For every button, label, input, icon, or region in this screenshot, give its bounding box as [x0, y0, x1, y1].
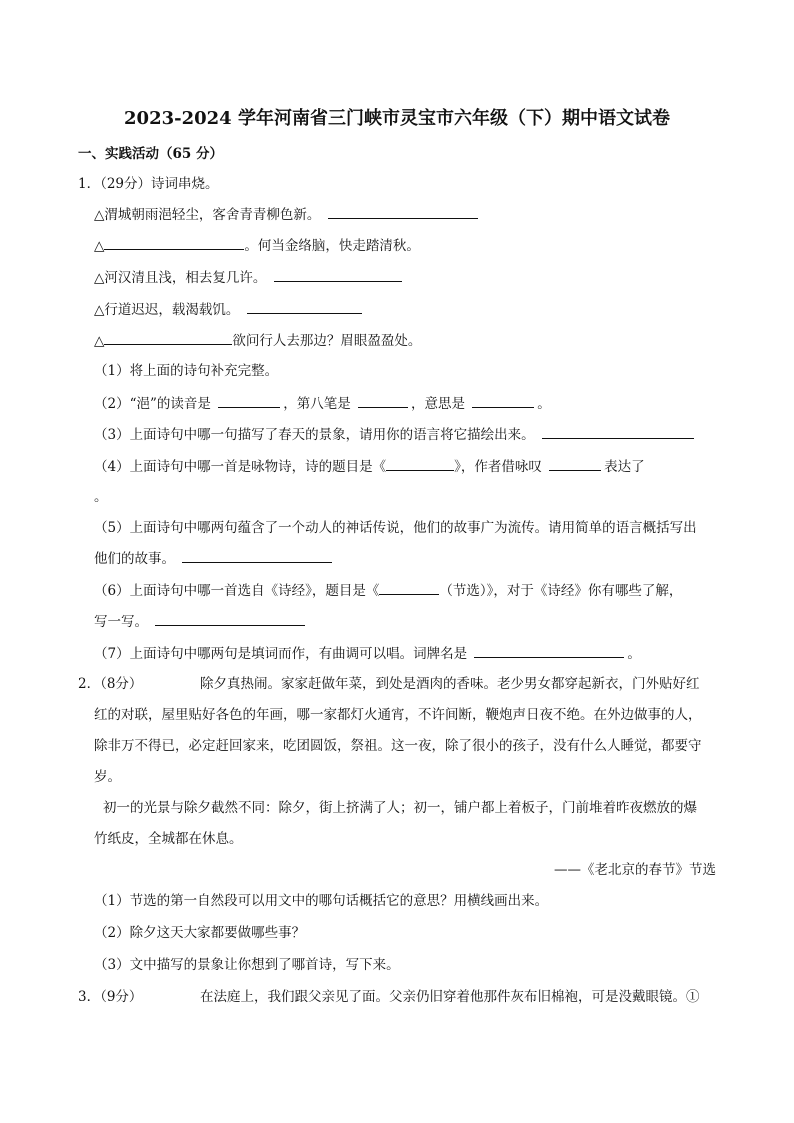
q1-sub-5: （5）上面诗句中哪两句蕴含了一个动人的神话传说，他们的故事广为流传。请用简单的语言概括写出: [94, 520, 697, 536]
section-heading: 一、实践活动（65 分）: [78, 146, 223, 162]
poem-line-1: [94, 204, 481, 225]
q1-sub-7: [94, 643, 641, 664]
q1-sub-1: （1）将上面的诗句补充完整。: [94, 363, 279, 379]
answer-blank[interactable]: [328, 204, 478, 219]
poem-text: △: [94, 333, 105, 349]
q2-passage-line: 岁。: [94, 769, 121, 785]
poem-text: △河汉清且浅，相去复几许。: [94, 270, 267, 286]
question-text: ，第八笔是: [283, 396, 351, 412]
answer-blank[interactable]: [549, 456, 601, 471]
poem-line-5: [94, 330, 421, 351]
poem-text: △渭城朝雨浥轻尘，客舍青青柳色新。: [94, 207, 321, 223]
q1-heading: 1．（29分）诗词串烧。: [78, 176, 219, 192]
q2-passage-line: 红的对联，屋里贴好各色的年画，哪一家都灯火通宵，不许间断，鞭炮声日夜不绝。在外边做事的人，: [94, 707, 702, 723]
poem-line-3: [94, 267, 405, 288]
question-text: 他们的故事。: [94, 551, 175, 567]
question-text: （3）上面诗句中哪一句描写了春天的景象，请用你的语言将它描绘出来。: [94, 427, 535, 443]
answer-blank[interactable]: [358, 393, 408, 408]
q2-passage-line: 除非万不得已，必定赶回家来，吃团圆饭，祭祖。这一夜，除了很小的孩子，没有什么人睡觉，都要守: [94, 738, 702, 754]
q1-sub-4-cont: 。: [94, 489, 108, 505]
q1-sub-3: [94, 424, 697, 445]
q2-heading: 2．（8分）: [78, 676, 143, 692]
answer-blank[interactable]: [472, 393, 534, 408]
q2-passage-line: 竹纸皮，全城都在休息。: [94, 831, 243, 847]
q2-source: ——《老北京的春节》节选: [554, 862, 716, 878]
answer-blank[interactable]: [155, 611, 305, 626]
question-text: （2）“浥”的读音是: [94, 396, 211, 412]
answer-blank[interactable]: [247, 299, 362, 314]
question-text: 》，作者借咏叹: [454, 459, 542, 475]
page-title: 2023-2024 学年河南省三门峡市灵宝市六年级（下）期中语文试卷: [124, 108, 670, 129]
question-text: 。: [627, 646, 641, 662]
answer-blank[interactable]: [104, 235, 244, 250]
poem-text: 。何当金络脑，快走踏清秋。: [244, 238, 420, 254]
answer-blank[interactable]: [386, 456, 454, 471]
q2-sub-3: （3）文中描写的景象让你想到了哪首诗，写下来。: [94, 957, 400, 973]
q2-passage-line: 除夕真热闹。家家赶做年菜，到处是酒肉的香味。老少男女都穿起新衣，门外贴好红: [200, 676, 700, 692]
question-text: （6）上面诗句中哪一首选自《诗经》，题目是《: [94, 583, 380, 599]
q2-sub-1: （1）节选的第一自然段可以用文中的哪句话概括它的意思？用横线画出来。: [94, 893, 549, 909]
q1-sub-4: [94, 456, 645, 477]
poem-line-2: [94, 235, 420, 256]
question-text: （节选）》，对于《诗经》你有哪些了解，: [439, 583, 683, 599]
poem-text: △: [94, 238, 105, 254]
answer-blank[interactable]: [218, 393, 280, 408]
question-text: ，意思是: [411, 396, 465, 412]
q1-sub-5-cont: [94, 548, 335, 569]
question-text: （7）上面诗句中哪两句是填词而作，有曲调可以唱。词牌名是: [94, 646, 468, 662]
answer-blank[interactable]: [104, 330, 232, 345]
answer-blank[interactable]: [474, 643, 624, 658]
answer-blank[interactable]: [182, 548, 332, 563]
q3-passage-line: 在法庭上，我们跟父亲见了面。父亲仍旧穿着他那件灰布旧棉袍，可是没戴眼镜。①: [200, 989, 700, 1005]
q3-heading: 3．（9分）: [78, 989, 143, 1005]
q1-sub-2: [94, 393, 551, 414]
poem-line-4: [94, 299, 365, 320]
answer-blank[interactable]: [274, 267, 402, 282]
poem-text: 欲问行人去那边？眉眼盈盈处。: [232, 333, 422, 349]
q2-sub-2: （2）除夕这天大家都要做哪些事？: [94, 925, 306, 941]
poem-text: △行道迟迟，载渴载饥。: [94, 302, 240, 318]
answer-blank[interactable]: [542, 424, 694, 439]
question-text: （4）上面诗句中哪一首是咏物诗，诗的题目是《: [94, 459, 387, 475]
question-text: 。: [537, 396, 551, 412]
question-text: 写一写。: [94, 614, 148, 630]
answer-blank[interactable]: [379, 580, 439, 595]
question-text: 表达了: [604, 459, 645, 475]
q1-sub-6: [94, 580, 682, 601]
q2-passage-line: 初一的光景与除夕截然不同：除夕，街上挤满了人；初一，铺户都上着板子，门前堆着昨夜燃放的爆: [103, 800, 697, 816]
q1-sub-6-cont: [94, 611, 308, 632]
